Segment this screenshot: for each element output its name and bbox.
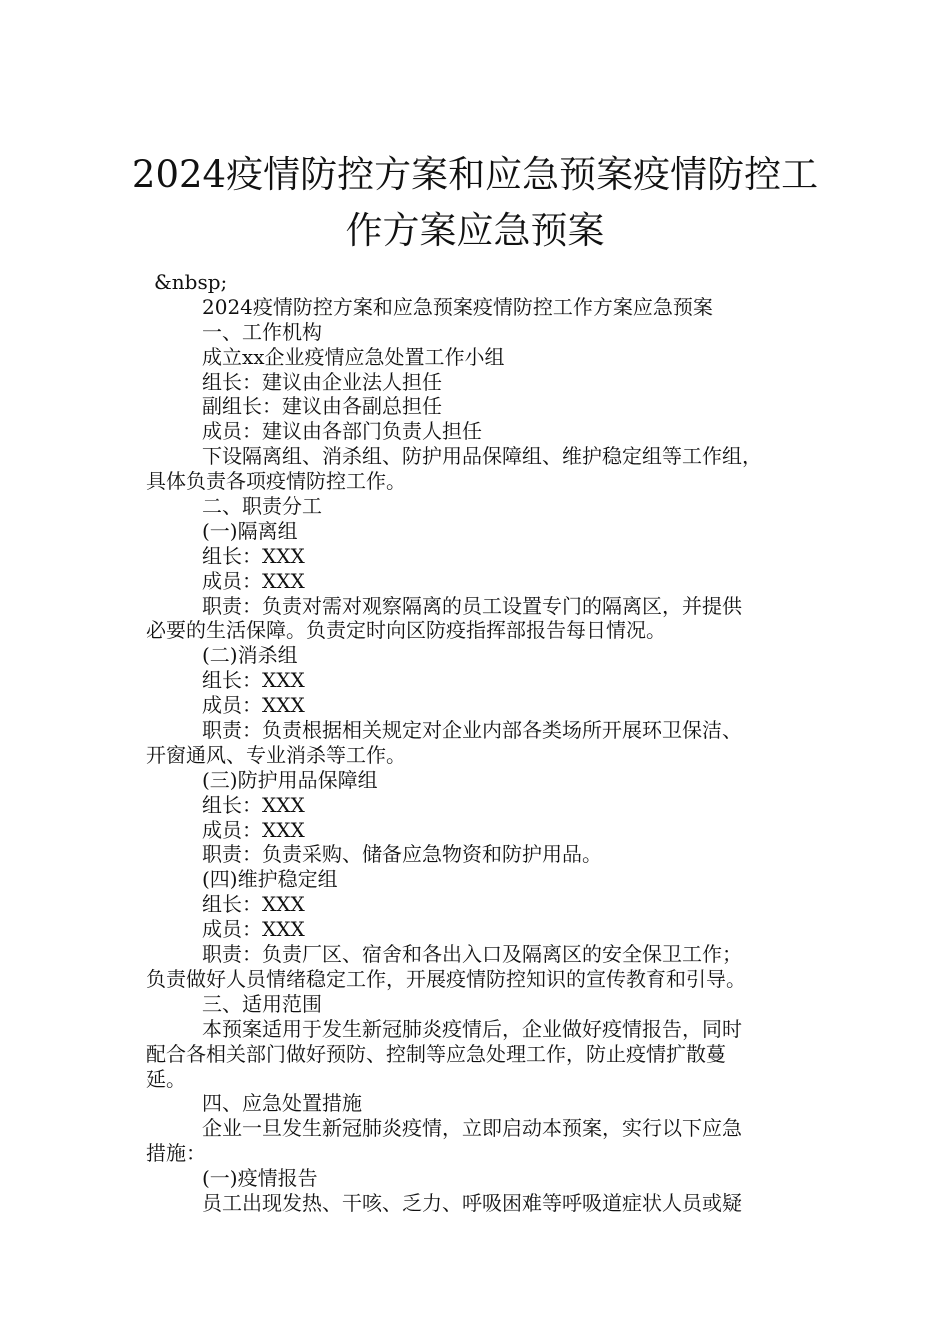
document-body [146,270,826,1216]
paragraph-continuation: 延。 [146,1066,186,1091]
paragraph-line: 职责：负责对需对观察隔离的员工设置专门的隔离区，并提供 [202,593,742,618]
paragraph-line: 员工出现发热、干咳、乏力、呼吸困难等呼吸道症状人员或疑 [202,1190,742,1215]
paragraph-line: 成员：建议由各部门负责人担任 [202,419,482,444]
paragraph-line: 组长：XXX [202,668,305,693]
section-heading-4: 四、应急处置措施 [202,1091,362,1116]
paragraph-line: 组长：XXX [202,543,305,568]
title-line-1: 2024疫情防控方案和应急预案疫情防控工 [131,152,819,196]
paragraph-continuation: 具体负责各项疫情防控工作。 [146,469,406,494]
paragraph-line: 下设隔离组、消杀组、防护用品保障组、维护稳定组等工作组， [202,444,762,469]
paragraph-line: 职责：负责厂区、宿舍和各出入口及隔离区的安全保卫工作； [202,942,742,967]
title-line-2: 作方案应急预案 [345,208,605,252]
paragraph-line: 组长：XXX [202,792,305,817]
paragraph-line: 企业一旦发生新冠肺炎疫情，立即启动本预案，实行以下应急 [202,1116,742,1141]
paragraph-continuation: 开窗通风、专业消杀等工作。 [146,742,406,767]
subtitle-paragraph: 2024疫情防控方案和应急预案疫情防控工作方案应急预案 [202,294,713,319]
paragraph-line: 职责：负责根据相关规定对企业内部各类场所开展环卫保洁、 [202,718,742,743]
paragraph-line: 成员：XXX [202,693,305,718]
section-heading-1: 一、工作机构 [202,319,322,344]
paragraph-continuation: 必要的生活保障。负责定时向区防疫指挥部报告每日情况。 [146,618,666,643]
nbsp-line: &nbsp; [154,270,228,294]
subsection-heading: (四)维护稳定组 [202,867,338,892]
paragraph-continuation: 负责做好人员情绪稳定工作，开展疫情防控知识的宣传教育和引导。 [146,966,746,991]
paragraph-line: 成员：XXX [202,568,305,593]
subsection-heading: (三)防护用品保障组 [202,767,378,792]
document-title [120,147,830,259]
subsection-heading: (二)消杀组 [202,643,298,668]
paragraph-line: 组长：建议由企业法人担任 [202,369,442,394]
paragraph-line: 组长：XXX [202,892,305,917]
paragraph-line: 副组长：建议由各副总担任 [202,394,442,419]
paragraph-line: 职责：负责采购、储备应急物资和防护用品。 [202,842,602,867]
subsection-heading: (一)隔离组 [202,518,298,543]
paragraph-continuation: 措施： [146,1141,206,1166]
paragraph-line: 成员：XXX [202,817,305,842]
section-heading-3: 三、适用范围 [202,991,322,1016]
subsection-heading: (一)疫情报告 [202,1166,318,1191]
section-heading-2: 二、职责分工 [202,494,322,519]
paragraph-continuation: 配合各相关部门做好预防、控制等应急处理工作，防止疫情扩散蔓 [146,1041,726,1066]
paragraph-line: 本预案适用于发生新冠肺炎疫情后，企业做好疫情报告，同时 [202,1016,742,1041]
paragraph-line: 成立xx企业疫情应急处置工作小组 [202,344,505,369]
paragraph-line: 成员：XXX [202,917,305,942]
